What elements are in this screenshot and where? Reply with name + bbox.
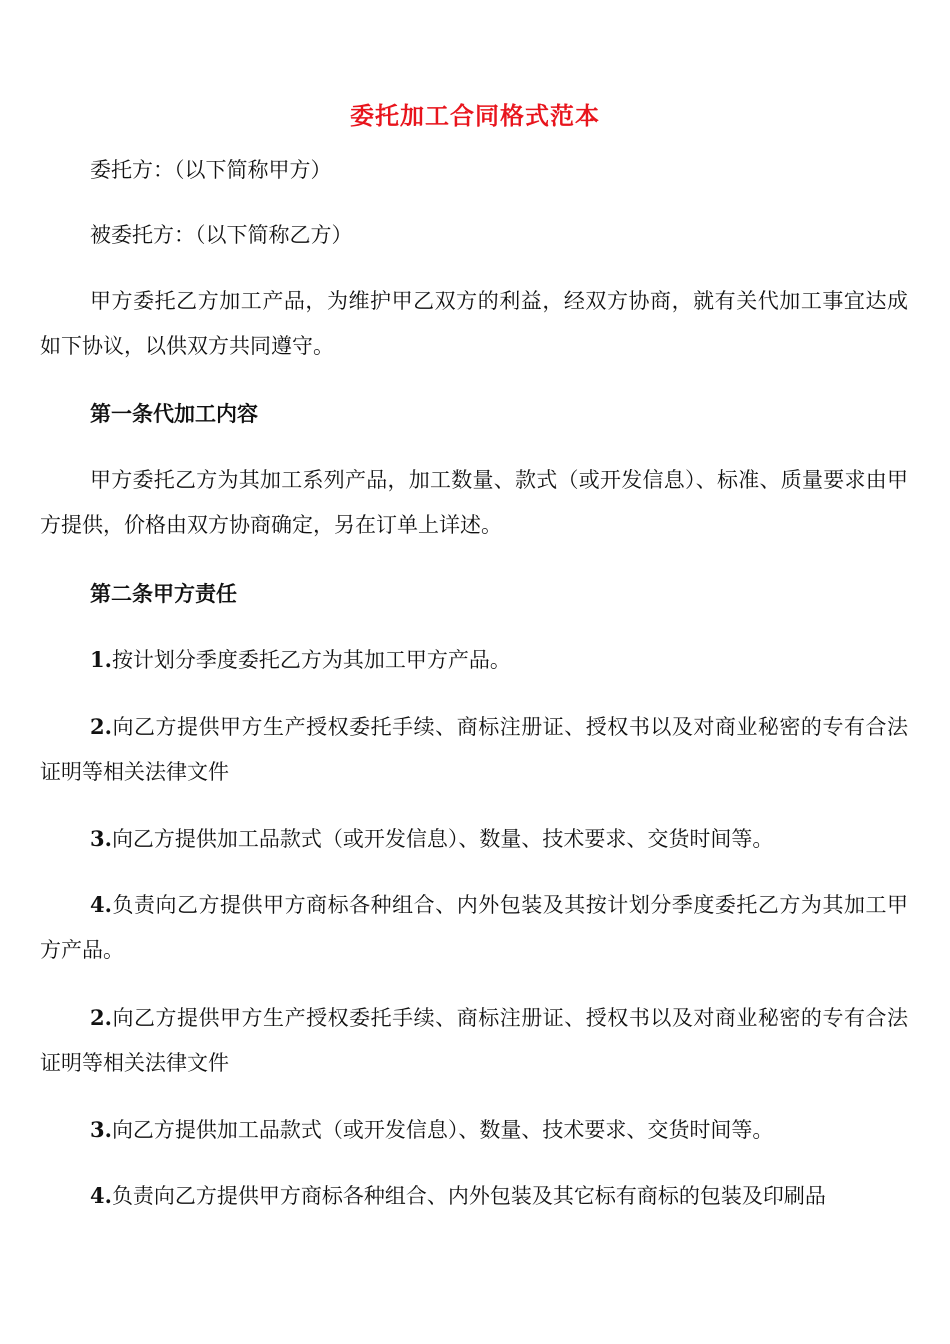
party-a-line: 委托方：（以下简称甲方） — [90, 158, 332, 182]
article-2-item — [40, 637, 908, 683]
item-number: 3. — [90, 1117, 112, 1142]
article-2-item — [40, 1107, 908, 1153]
document-title: 委托加工合同格式范本 — [350, 101, 600, 130]
item-text: 按计划分季度委托乙方为其加工甲方产品。 — [111, 648, 511, 672]
item-number: 1. — [90, 647, 112, 672]
article-2-item — [40, 882, 908, 973]
article-1-body: 甲方委托乙方为其加工系列产品，加工数量、款式（或开发信息）、标准、质量要求由甲方提供，价格由双方协商确定，另在订单上详述。 — [40, 468, 908, 537]
item-number: 2. — [90, 1005, 112, 1030]
item-text: 负责向乙方提供甲方商标各种组合、内外包装及其按计划分季度委托乙方为其加工甲方产品。 — [40, 893, 908, 962]
article-2-item — [40, 1173, 908, 1219]
article-2-item — [40, 816, 908, 862]
intro-paragraph: 甲方委托乙方加工产品，为维护甲乙双方的利益，经双方协商，就有关代加工事宜达成如下协议，以供双方共同遵守。 — [40, 289, 908, 358]
article-2-item — [40, 995, 908, 1086]
item-text: 向乙方提供加工品款式（或开发信息）、数量、技术要求、交货时间等。 — [111, 827, 774, 851]
item-number: 2. — [90, 714, 112, 739]
item-number: 4. — [90, 892, 112, 917]
item-text: 向乙方提供甲方生产授权委托手续、商标注册证、授权书以及对商业秘密的专有合法证明等相关法律文件 — [40, 1006, 908, 1075]
item-number: 3. — [90, 826, 112, 851]
article-2-item — [40, 704, 908, 795]
item-text: 向乙方提供加工品款式（或开发信息）、数量、技术要求、交货时间等。 — [111, 1118, 774, 1142]
item-text: 向乙方提供甲方生产授权委托手续、商标注册证、授权书以及对商业秘密的专有合法证明等相关法律文件 — [40, 715, 908, 784]
item-text: 负责向乙方提供甲方商标各种组合、内外包装及其它标有商标的包装及印刷品 — [111, 1184, 826, 1208]
article-2-heading: 第二条甲方责任 — [90, 581, 237, 606]
party-b-line: 被委托方：（以下简称乙方） — [90, 223, 353, 247]
article-1-heading: 第一条代加工内容 — [90, 401, 258, 426]
item-number: 4. — [90, 1183, 112, 1208]
